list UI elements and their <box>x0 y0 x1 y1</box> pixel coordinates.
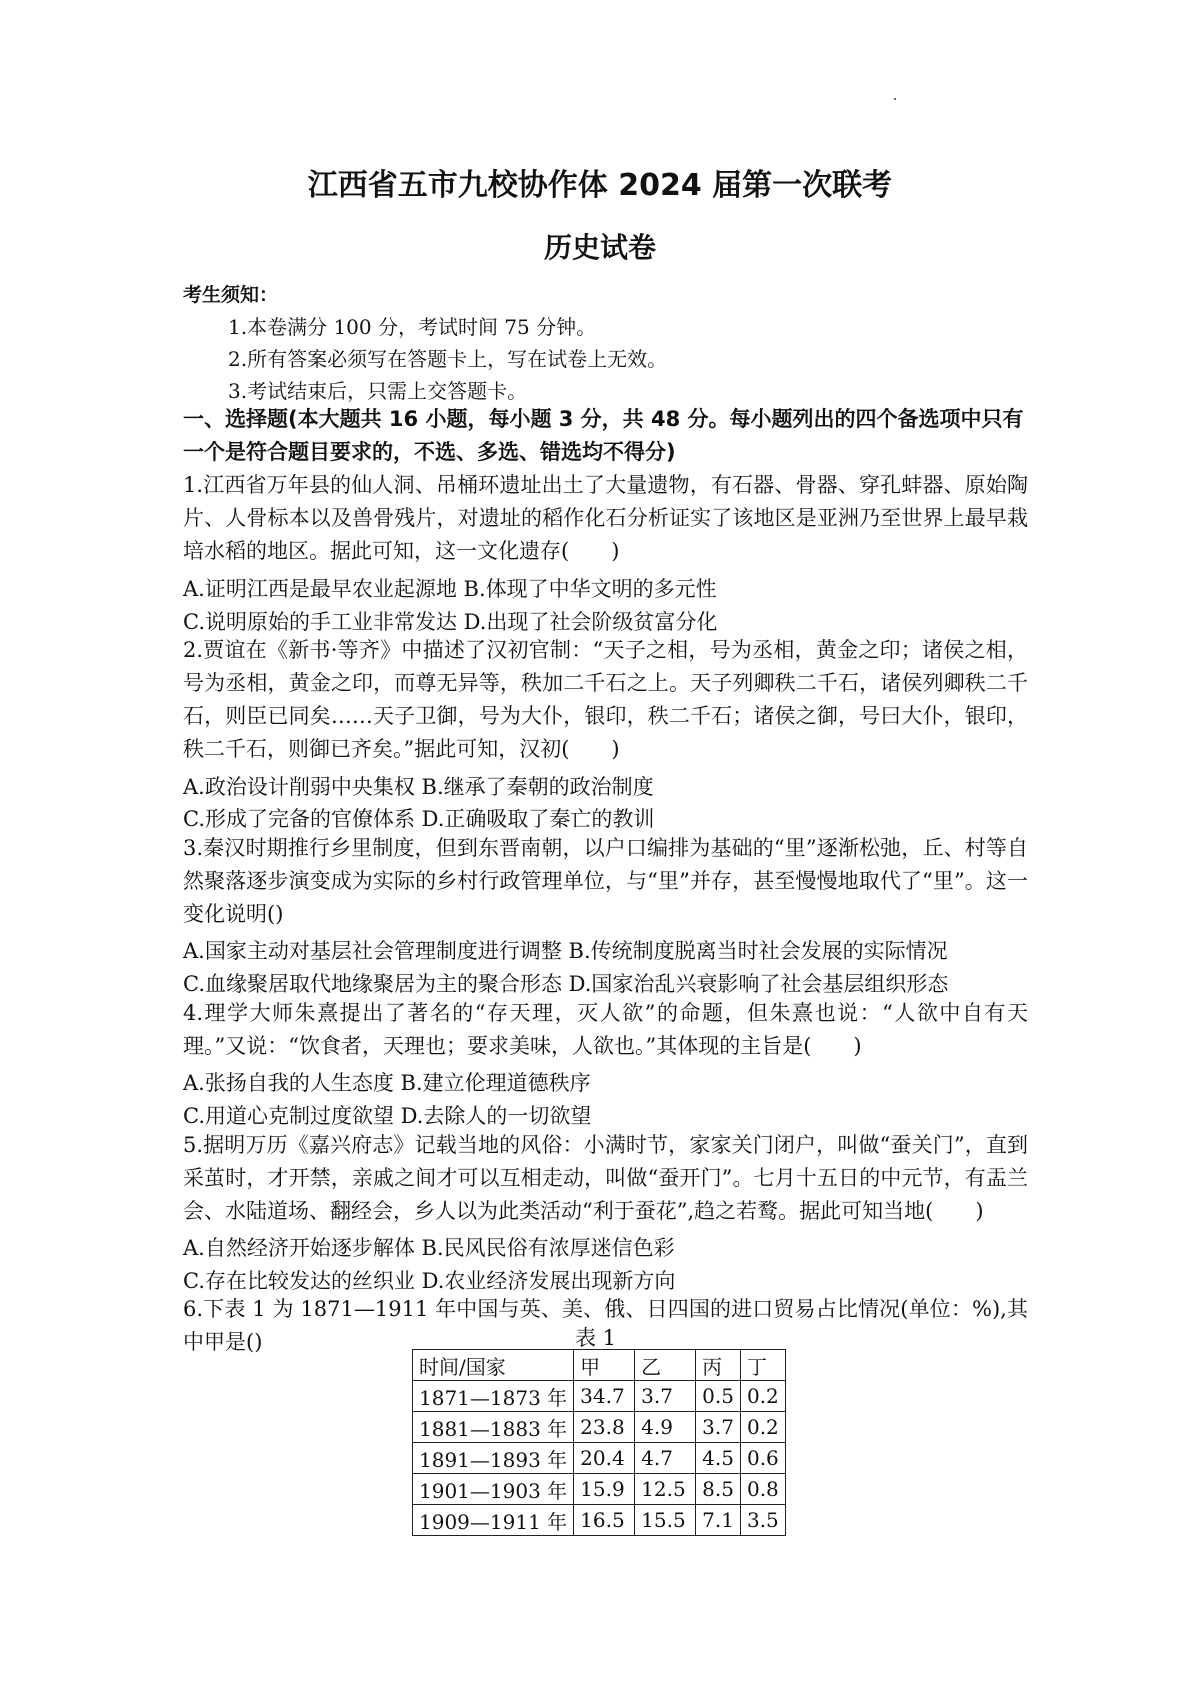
question-1-options-row-2: C.说明原始的手工业非常发达 D.出现了社会阶级贫富分化 <box>183 610 718 634</box>
table-header-cell: 丙 <box>696 1350 741 1381</box>
question-2-options-row-1: A.政治设计削弱中央集权 B.继承了秦朝的政治制度 <box>183 775 654 799</box>
table-cell: 1901—1903 年 <box>413 1474 574 1505</box>
table-cell: 20.4 <box>574 1443 635 1474</box>
table-row <box>413 1505 786 1536</box>
table-header-cell: 乙 <box>635 1350 696 1381</box>
question-5-stem: 5.据明万历《嘉兴府志》记载当地的风俗：小满时节，家家关门闭户，叫做“蚕关门”，直到采茧时，才开禁，亲戚之间才可以互相走动，叫做“蚕开门”。七月十五日的中元节，有盂兰会、水陆道场、翻经会，乡人以为此类活动“利于蚕花”,趋之若鹜。据此可知当地( ) <box>183 1133 1028 1223</box>
exam-title: 江西省五市九校协作体 2024 届第一次联考 <box>307 168 893 203</box>
table-cell: 15.5 <box>635 1505 696 1536</box>
scan-speck <box>894 98 896 100</box>
table-cell: 15.9 <box>574 1474 635 1505</box>
question-2-options-row-2: C.形成了完备的官僚体系 D.正确吸取了秦亡的教训 <box>183 807 655 831</box>
table-header-cell: 时间/国家 <box>413 1350 574 1381</box>
notice-item: 3.考试结束后，只需上交答题卡。 <box>228 379 528 403</box>
exam-subtitle: 历史试卷 <box>543 231 656 264</box>
import-trade-table <box>412 1349 786 1536</box>
question-4-options-row-1: A.张扬自我的人生态度 B.建立伦理道德秩序 <box>183 1071 591 1095</box>
table-caption: 表 1 <box>575 1326 617 1350</box>
question-4-options-row-2: C.用道心克制过度欲望 D.去除人的一切欲望 <box>183 1104 592 1128</box>
section-heading: 一、选择题(本大题共 16 小题，每小题 3 分，共 48 分。每小题列出的四个备选项中只有一个是符合题目要求的，不选、多选、错选均不得分) <box>183 407 1024 464</box>
question-3-options-row-1: A.国家主动对基层社会管理制度进行调整 B.传统制度脱离当时社会发展的实际情况 <box>183 939 948 963</box>
question-5-options-row-2: C.存在比较发达的丝织业 D.农业经济发展出现新方向 <box>183 1269 676 1293</box>
table-cell: 0.2 <box>740 1412 785 1443</box>
table-header-row <box>413 1350 786 1381</box>
table-cell: 1881—1883 年 <box>413 1412 574 1443</box>
table-cell: 0.2 <box>740 1381 785 1412</box>
question-3-options-row-2: C.血缘聚居取代地缘聚居为主的聚合形态 D.国家治乱兴衰影响了社会基层组织形态 <box>183 972 949 996</box>
table-row <box>413 1443 786 1474</box>
table-row <box>413 1381 786 1412</box>
table-cell: 8.5 <box>696 1474 741 1505</box>
question-4-stem: 4.理学大师朱熹提出了著名的“存天理，灭人欲”的命题，但朱熹也说：“人欲中自有天理。”又说：“饮食者，天理也；要求美味，人欲也。”其体现的主旨是( ) <box>183 1001 1028 1058</box>
question-5-options-row-1: A.自然经济开始逐步解体 B.民风民俗有浓厚迷信色彩 <box>183 1236 675 1260</box>
table-cell: 4.7 <box>635 1443 696 1474</box>
table-cell: 0.8 <box>740 1474 785 1505</box>
table-cell: 3.7 <box>696 1412 741 1443</box>
question-1-stem: 1.江西省万年县的仙人洞、吊桶环遗址出土了大量遗物，有石器、骨器、穿孔蚌器、原始陶片、人骨标本以及兽骨残片，对遗址的稻作化石分析证实了该地区是亚洲乃至世界上最早栽培水稻的地区。据此可知，这一文化遗存( ) <box>183 473 1028 563</box>
question-6-stem: 6.下表 1 为 1871—1911 年中国与英、美、俄、日四国的进口贸易占比情况(单位：%),其中甲是() <box>183 1297 1028 1354</box>
table-cell: 23.8 <box>574 1412 635 1443</box>
table-cell: 1909—1911 年 <box>413 1505 574 1536</box>
table-cell: 3.7 <box>635 1381 696 1412</box>
table-cell: 0.6 <box>740 1443 785 1474</box>
table-row <box>413 1474 786 1505</box>
table-cell: 34.7 <box>574 1381 635 1412</box>
table-cell: 0.5 <box>696 1381 741 1412</box>
question-1-options-row-1: A.证明江西是最早农业起源地 B.体现了中华文明的多元性 <box>183 577 717 601</box>
table-cell: 12.5 <box>635 1474 696 1505</box>
table-cell: 7.1 <box>696 1505 741 1536</box>
table-cell: 1891—1893 年 <box>413 1443 574 1474</box>
notice-heading: 考生须知： <box>183 284 279 306</box>
table-cell: 16.5 <box>574 1505 635 1536</box>
question-2-stem: 2.贾谊在《新书·等齐》中描述了汉初官制：“天子之相，号为丞相，黄金之印；诸侯之相，号为丞相，黄金之印，而尊无异等，秩加二千石之上。天子列卿秩二千石，诸侯列卿秩二千石，则臣已同矣……天子卫御，号为大仆，银印，秩二千石；诸侯之御，号曰大仆，银印，秩二千石，则御已齐矣。”据此可知，汉初( ) <box>183 638 1028 761</box>
table-cell: 3.5 <box>740 1505 785 1536</box>
question-3-stem: 3.秦汉时期推行乡里制度，但到东晋南朝，以户口编排为基础的“里”逐渐松弛，丘、村等自然聚落逐步演变成为实际的乡村行政管理单位，与“里”并存，甚至慢慢地取代了“里”。这一变化说明() <box>183 836 1028 926</box>
table-header-cell: 丁 <box>740 1350 785 1381</box>
notice-item: 1.本卷满分 100 分，考试时间 75 分钟。 <box>228 315 597 339</box>
table-cell: 4.9 <box>635 1412 696 1443</box>
table-cell: 4.5 <box>696 1443 741 1474</box>
notice-item: 2.所有答案必须写在答题卡上，写在试卷上无效。 <box>228 347 668 371</box>
table-header-cell: 甲 <box>574 1350 635 1381</box>
table-row <box>413 1412 786 1443</box>
table-cell: 1871—1873 年 <box>413 1381 574 1412</box>
